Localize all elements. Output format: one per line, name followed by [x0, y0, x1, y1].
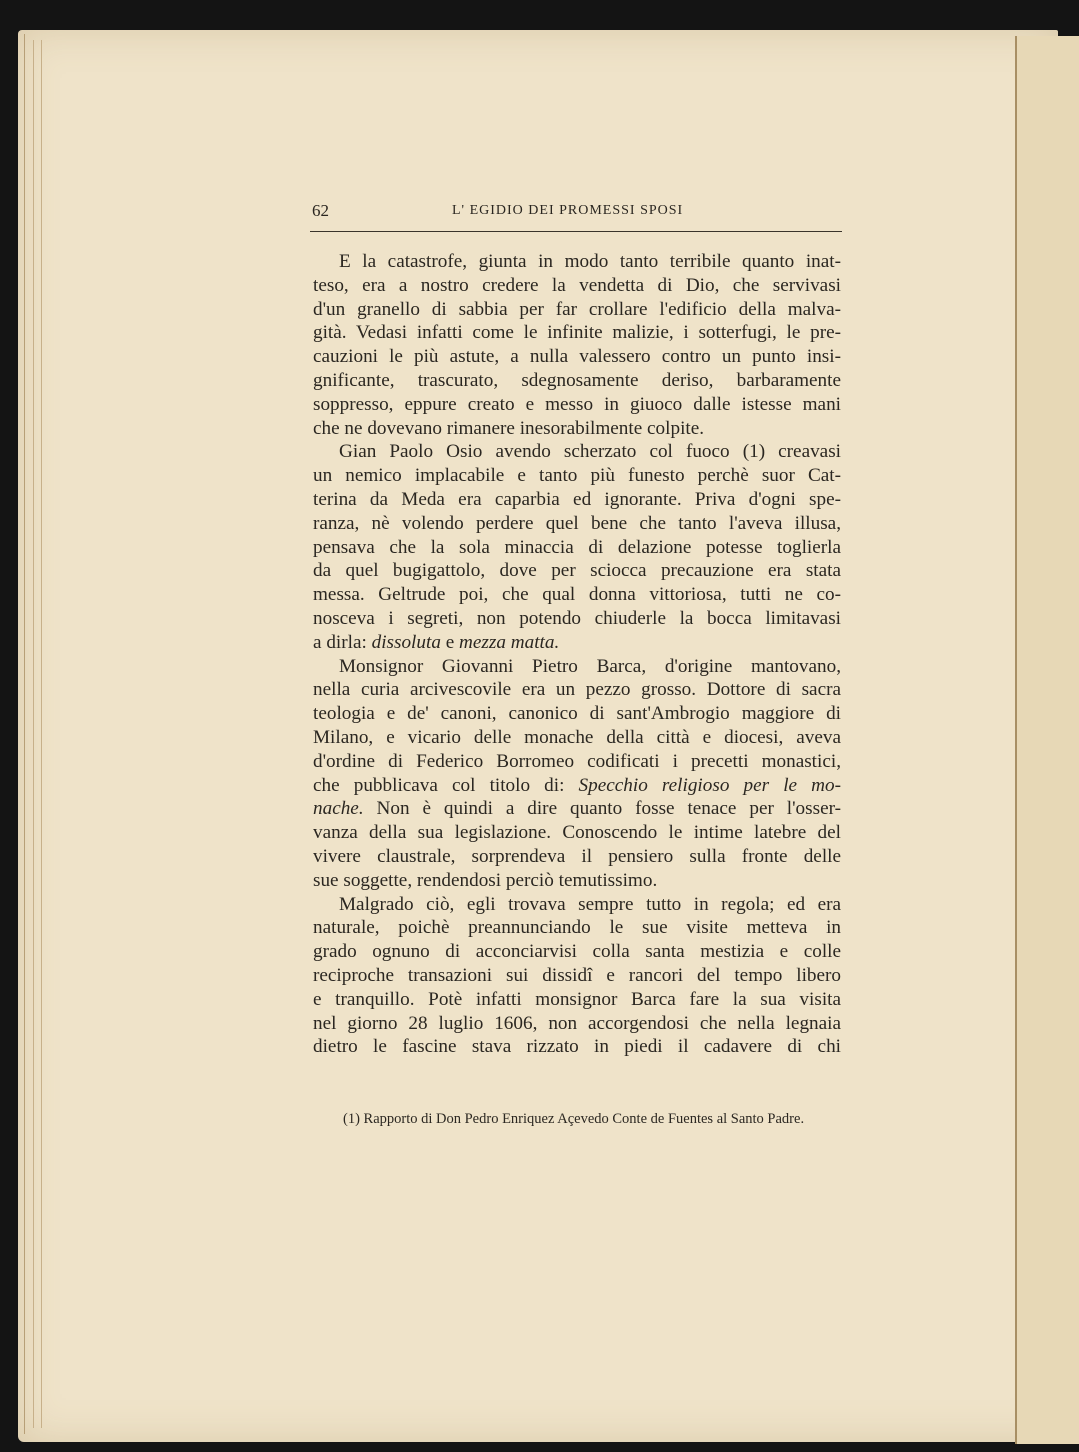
text-line: [313, 750, 841, 774]
line-text: naturale, poichè preannunciando le sue visite metteva in: [313, 917, 841, 939]
text-line: [313, 321, 841, 345]
page-edges: [24, 34, 59, 1434]
text-line: [313, 417, 841, 441]
line-text: gnificante, trascurato, sdegnosamente deriso, barbaramente: [313, 369, 841, 391]
line-text: un nemico implacabile e tanto più funesto perchè suor Cat-: [313, 465, 841, 487]
facing-page-edge: [1015, 36, 1079, 1444]
text-line: [313, 583, 841, 607]
text-line: [313, 655, 841, 679]
text-line: [313, 369, 841, 393]
text-line: [313, 1035, 841, 1059]
text-line: [313, 845, 841, 869]
text-line: [313, 345, 841, 369]
running-title: L' EGIDIO DEI PROMESSI SPOSI: [452, 203, 684, 218]
italic-text: dissoluta: [371, 631, 441, 653]
line-text: a dirla:: [313, 631, 372, 653]
line-text: e tranquillo. Potè infatti monsignor Barca fare la sua visita: [313, 988, 841, 1010]
text-line: [313, 536, 841, 560]
line-text: vivere claustrale, sorprendeva il pensiero sulla fronte delle: [313, 845, 841, 867]
line-text: Malgrado ciò, egli trovava sempre tutto in regola; ed era: [339, 893, 841, 915]
line-text: da quel bugigattolo, dove per sciocca precauzione era stata: [313, 560, 841, 582]
line-text: Gian Paolo Osio avendo scherzato col fuoco (1) creavasi: [339, 441, 841, 463]
header-rule: [310, 231, 842, 232]
line-text: nel giorno 28 luglio 1606, non accorgendosi che nella legnaia: [313, 1012, 841, 1034]
text-line: [313, 678, 841, 702]
italic-text: mezza matta.: [459, 631, 560, 653]
line-text: grado ognuno di acconciarvisi colla santa mestizia e colle: [313, 941, 841, 963]
text-line: [313, 559, 841, 583]
line-text: nella curia arcivescovile era un pezzo grosso. Dottore di sacra: [313, 679, 841, 701]
line-text: E la catastrofe, giunta in modo tanto terribile quanto inat-: [339, 251, 841, 272]
line-text: vanza della sua legislazione. Conoscendo le intime latebre del: [313, 822, 841, 844]
line-text: sue soggette, rendendosi perciò temutissimo.: [313, 869, 658, 891]
text-line: [313, 607, 841, 631]
text-line: [313, 1012, 841, 1036]
line-text: messa. Geltrude poi, che qual donna vittoriosa, tutti ne co-: [313, 584, 841, 606]
line-text: cauzioni le più astute, a nulla valessero contro un punto insi-: [313, 346, 841, 368]
text-line: [313, 774, 841, 798]
line-text: soppresso, eppure creato e messo in giuoco dalle istesse mani: [313, 393, 841, 415]
italic-text: nache.: [313, 798, 364, 820]
line-text: gità. Vedasi infatti come le infinite malizie, i sotterfugi, le pre-: [313, 322, 841, 344]
italic-text: Specchio religioso per le mo-: [578, 774, 841, 796]
text-line: [313, 702, 841, 726]
line-text: d'un granello di sabbia per far crollare l'edificio della malva-: [313, 298, 841, 320]
line-text: d'ordine di Federico Borromeo codificati i precetti monastici,: [313, 750, 841, 772]
page-header: [312, 199, 840, 227]
text-line: [313, 631, 841, 655]
line-text: pensava che la sola minaccia di delazione potesse toglierla: [313, 536, 841, 558]
line-text: terina da Meda era caparbia ed ignorante. Priva d'ogni spe-: [313, 488, 841, 510]
line-text: che ne dovevano rimanere inesorabilmente colpite.: [313, 417, 705, 439]
text-line: [313, 964, 841, 988]
text-line: [313, 893, 841, 917]
line-text: nosceva i segreti, non potendo chiuderle la bocca limitavasi: [313, 607, 841, 629]
line-text: Non è quindi a dire quanto fosse tenace per l'osser-: [363, 798, 841, 820]
text-line: [313, 440, 841, 464]
text-line: [313, 869, 841, 893]
line-text: teso, era a nostro credere la vendetta di Dio, che servivasi: [313, 274, 841, 296]
text-line: [313, 464, 841, 488]
line-text: Milano, e vicario delle monache della città e diocesi, aveva: [313, 726, 841, 748]
text-line: [313, 821, 841, 845]
footnote: (1) Rapporto di Don Pedro Enriquez Açevedo Conte de Fuentes al Santo Padre.: [343, 1111, 805, 1127]
text-line: [313, 250, 841, 274]
text-line: [313, 726, 841, 750]
text-line: [313, 393, 841, 417]
page-number: 62: [312, 201, 329, 220]
line-text: reciproche transazioni sui dissidî e rancori del tempo libero: [313, 964, 841, 986]
text-line: [313, 988, 841, 1012]
text-line: [313, 274, 841, 298]
text-line: [313, 940, 841, 964]
line-text: che pubblicava col titolo di:: [313, 774, 579, 796]
line-text: dietro le fascine stava rizzato in piedi il cadavere di chi: [313, 1036, 841, 1058]
text-line: [313, 512, 841, 536]
text-line: [313, 797, 841, 821]
line-text: e: [440, 631, 460, 653]
text-line: [313, 916, 841, 940]
body-text: [313, 250, 841, 1059]
line-text: ranza, nè volendo perdere quel bene che tanto l'aveva illusa,: [313, 512, 841, 534]
line-text: teologia e de' canoni, canonico di sant'Ambrogio maggiore di: [313, 703, 841, 725]
text-line: [313, 488, 841, 512]
line-text: Monsignor Giovanni Pietro Barca, d'origine mantovano,: [339, 655, 841, 677]
text-line: [313, 298, 841, 322]
